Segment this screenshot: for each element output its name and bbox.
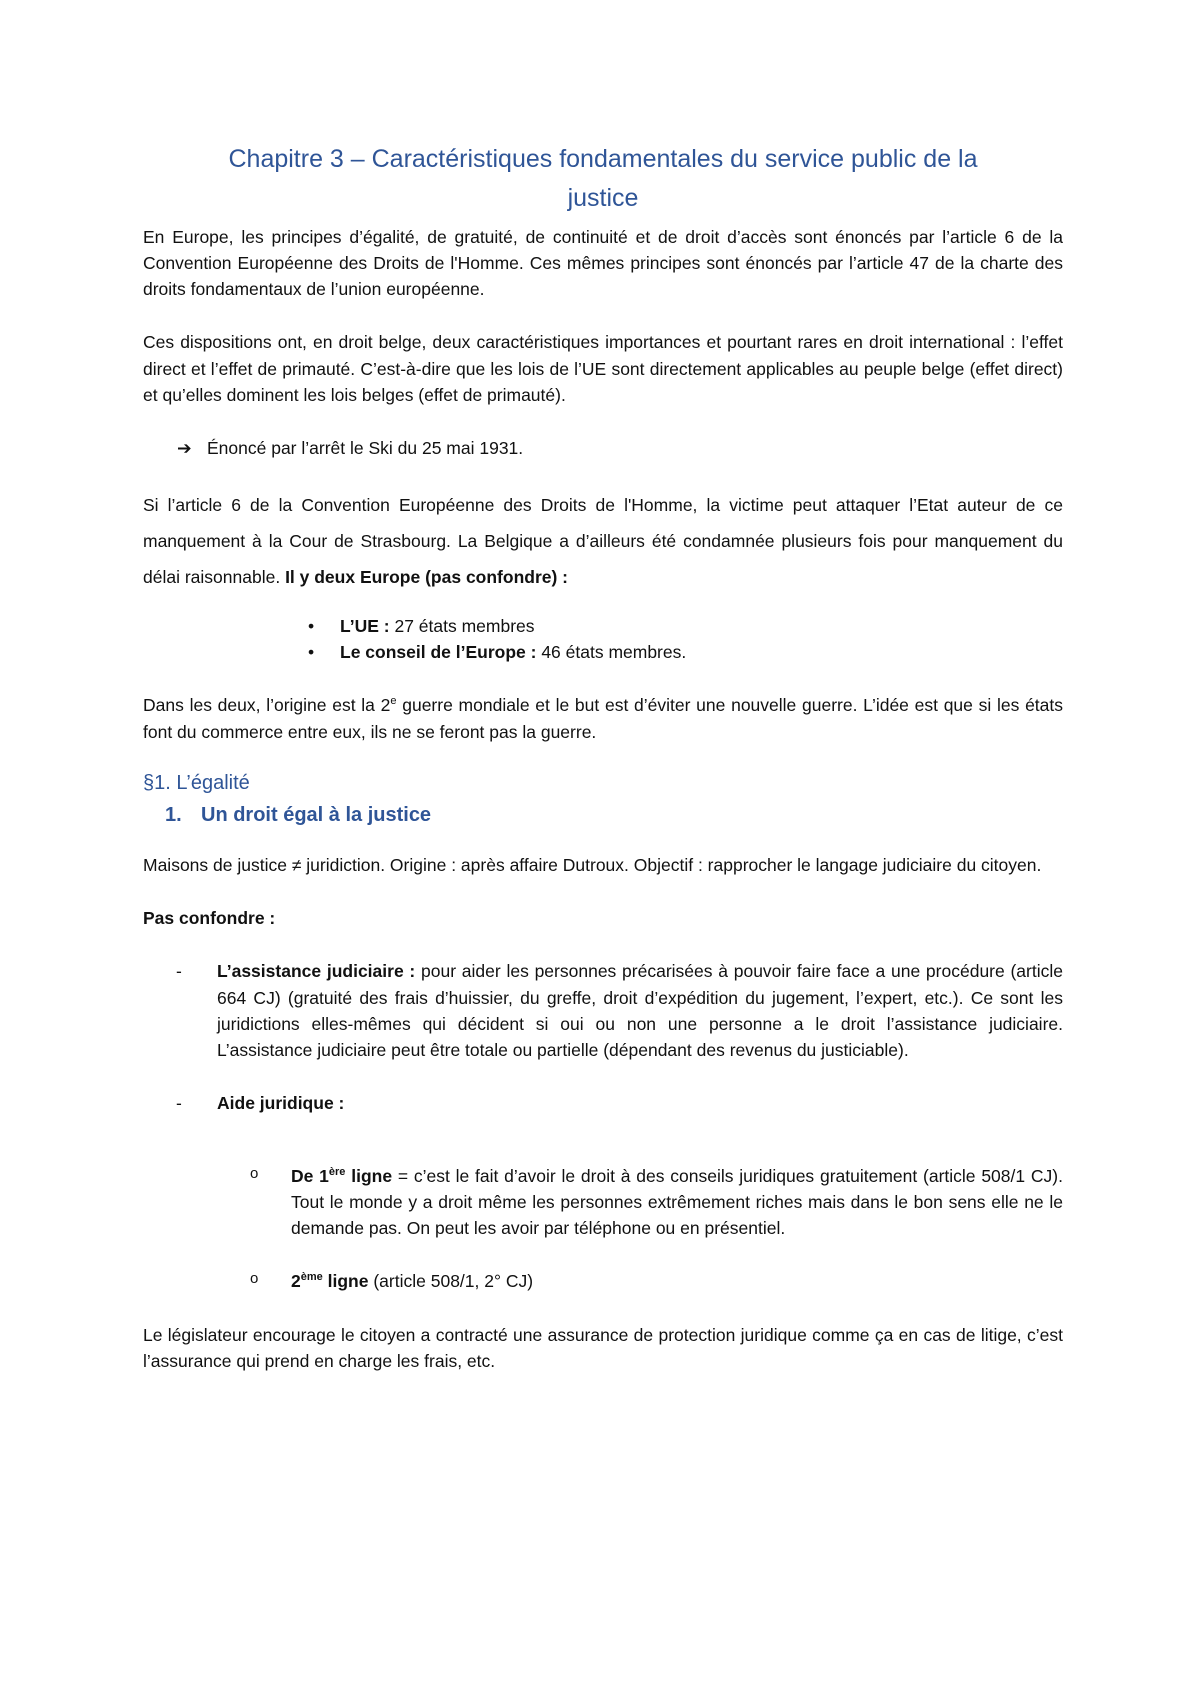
- circle-item-text: (article 508/1, 2° CJ): [373, 1271, 534, 1292]
- circle-item-first-line: [143, 1163, 1063, 1242]
- dash-marker: -: [176, 961, 182, 982]
- circle1-label-b: ligne: [351, 1165, 393, 1186]
- circle-item-label: [291, 1166, 392, 1186]
- arrow-right-icon: ➔: [177, 438, 192, 458]
- dash-item-label: L’assistance judiciaire :: [217, 961, 416, 982]
- superscript: ème: [300, 1271, 323, 1284]
- circle2-label-b: ligne: [327, 1271, 369, 1292]
- label-pas-confondre: [143, 905, 1063, 931]
- list-item: [308, 613, 1063, 639]
- paragraph-legislateur: Le législateur encourage le citoyen a contracté une assurance de protection juridique comme ça en cas de litige, c’est l’assurance qui prend en charge les frais, etc.: [143, 1324, 1063, 1371]
- circle2-label-a: 2: [291, 1271, 301, 1292]
- dash-marker: -: [176, 1093, 182, 1114]
- paragraph-maisons-justice: Maisons de justice ≠ juridiction. Origine : après affaire Dutroux. Objectif : rapprocher le langage judiciaire du citoyen.: [143, 854, 1042, 875]
- list-item-label: Le conseil de l’Europe :: [340, 642, 537, 663]
- circle-item-second-line: [143, 1268, 1063, 1294]
- paragraph-belgian-law: Ces dispositions ont, en droit belge, deux caractéristiques importances et pourtant rares en droit international : l’effet direct et l’effet de primauté. C’est-à-dire que les lois de l’UE sont directement applicables au peuple belge (effet direct) et qu’elles dominent les lois belges (effet de primauté).: [143, 332, 1063, 405]
- superscript: ère: [328, 1165, 346, 1178]
- paragraph-article-6-bold: Il y deux Europe (pas confondre) :: [285, 567, 569, 587]
- paragraph-origin: [143, 692, 1063, 745]
- paragraph-article-6: [143, 488, 1063, 596]
- circle1-label-a: De 1: [291, 1165, 329, 1186]
- paragraph-origin-a: Dans les deux, l’origine est la 2: [143, 695, 391, 716]
- europe-list: [143, 613, 1063, 666]
- circle-marker: o: [250, 1164, 259, 1182]
- list-item-label: L’UE :: [340, 615, 390, 636]
- circle-item-text: = c’est le fait d’avoir le droit à des conseils juridiques gratuitement (article 508/1 CJ). Tout le monde y a droit même les personnes extrêmement riches mais dans le bon sens elle ne le demande pas. On peut les avoir par téléphone ou en présentiel.: [291, 1165, 1063, 1239]
- circle-item-label: [291, 1271, 368, 1291]
- pas-confondre-text: Pas confondre :: [143, 908, 276, 929]
- list-item: [308, 639, 1063, 665]
- dash-item-aide-juridique: [143, 1090, 1063, 1116]
- paragraph-origin-b: guerre mondiale et le but est d’éviter une nouvelle guerre. L’idée est que si les états font du commerce entre eux, ils ne se feront pas la guerre.: [143, 695, 1064, 742]
- dash-item-text: pour aider les personnes précarisées à pouvoir faire face a une procédure (article 664 CJ) (gratuité des frais d’huissier, du greffe, droit d’expédition du jugement, l’expert, etc.). Ce sont les juridictions elles-mêmes qui décident si oui ou non une personne a le droit l’assistance judiciaire. L’assistance judiciaire peut être totale ou partielle (dépendant des revenus du justiciable).: [217, 961, 1063, 1061]
- section-heading: §1. L’égalité: [143, 771, 250, 794]
- superscript: e: [390, 695, 397, 708]
- paragraph-article-6-text: Si l’article 6 de la Convention Européenne des Droits de l'Homme, la victime peut attaquer l’Etat auteur de ce manquement à la Cour de Strasbourg. La Belgique a d’ailleurs été condamnée plusieurs fois pour manquement du délai raisonnable.: [143, 495, 1063, 587]
- paragraph-europe-principles: En Europe, les principes d’égalité, de gratuité, de continuité et de droit d’accès sont énoncés par l’article 6 de la Convention Européenne des Droits de l'Homme. Ces mêmes principes sont énoncés par l’article 47 de la charte des droits fondamentaux de l’union européenne.: [143, 226, 1063, 299]
- subsection-number: 1.: [165, 803, 182, 826]
- subsection-heading: [165, 800, 1063, 830]
- circle-marker: o: [250, 1270, 259, 1288]
- dash-item-label: Aide juridique :: [217, 1093, 345, 1114]
- arrow-note-text: Énoncé par l’arrêt le Ski du 25 mai 1931.: [207, 438, 524, 458]
- chapter-title: Chapitre 3 – Caractéristiques fondamentales du service public de la justice: [228, 145, 978, 212]
- list-item-text: 27 états membres: [394, 615, 535, 636]
- dash-item-assistance: [143, 958, 1063, 1063]
- arrow-note: [177, 435, 1063, 461]
- document-page: [143, 140, 1063, 1401]
- subsection-title: Un droit égal à la justice: [201, 803, 432, 826]
- list-item-text: 46 états membres.: [541, 642, 687, 663]
